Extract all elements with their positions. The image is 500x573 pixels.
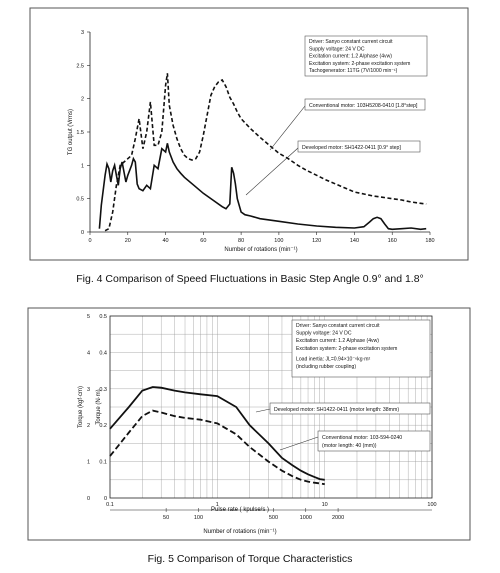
condition-line: Excitation system: 2-phase excitation system	[296, 345, 398, 352]
condition-line: Supply voltage: 24 V DC	[309, 46, 365, 53]
y-tick-label-right: 0	[103, 496, 107, 502]
condition-line: Driver: Sanyo constant current circuit	[296, 323, 380, 329]
y-tick-label-right: 0.3	[99, 386, 107, 393]
y-tick-label: 3	[80, 30, 84, 36]
y-tick-label: 2	[80, 96, 84, 103]
x-axis-label: Pulse rate ( kpulse/s )	[210, 507, 270, 513]
condition-line: (including rubber coupling)	[296, 364, 357, 370]
x-tick-label: 20	[124, 238, 131, 244]
y-axis-label: TG output (Vrms)	[68, 108, 74, 156]
y-tick-label-right: 0.5	[99, 314, 107, 320]
x-tick-label: 180	[425, 238, 435, 244]
y-tick-label: 1	[80, 163, 84, 170]
condition-line: Excitation current: 1.2 A/phase (4vw)	[296, 338, 379, 345]
legend-conventional-motor-line2: (motor length: 40 (mm))	[322, 443, 377, 449]
callout-leader	[246, 148, 298, 195]
y-tick-label: 1.5	[76, 130, 84, 136]
y-tick-label-right: 0.2	[99, 423, 107, 430]
torque-characteristics-chart	[0, 302, 500, 542]
y-tick-label: 0.5	[76, 196, 84, 203]
y-tick-label-left: 0	[86, 496, 90, 502]
x-tick-label: 0	[88, 238, 92, 244]
x-axis-label: Number of rotations (min⁻¹)	[224, 247, 298, 253]
x-tick-label: 100	[427, 502, 437, 508]
x2-tick-label: 100	[193, 515, 204, 521]
x-tick-label: 140	[349, 238, 360, 244]
figure-4-caption: Fig. 4 Comparison of Speed Fluctuations in Basic Step Angle 0.9° and 1.8°	[76, 273, 424, 285]
y-tick-label-left: 3	[86, 386, 90, 393]
condition-line: Driver: Sanyo constant current circuit	[309, 39, 393, 45]
x-tick-label: 80	[238, 238, 245, 244]
y-tick-label-right: 0.1	[99, 459, 107, 466]
developed-motor-line	[99, 143, 426, 229]
x-tick-label: 1	[215, 502, 219, 508]
condition-line: Excitation system: 2-phase excitation system	[309, 60, 411, 67]
x-tick-label: 0.1	[106, 502, 114, 508]
y-axis-label-right: Torque (N·m)	[96, 389, 102, 425]
legend-conventional-motor-line1: Conventional motor: 103-594-0240	[322, 435, 403, 441]
y-tick-label-left: 1	[86, 459, 90, 466]
y-tick-label-left: 4	[86, 350, 90, 357]
legend-conventional-motor: Conventional motor: 103H5208-0410 [1.8°step]	[309, 103, 418, 109]
y-tick-label-left: 2	[86, 423, 90, 430]
condition-line: Supply voltage: 24 V DC	[296, 330, 352, 337]
speed-fluctuation-chart	[0, 0, 500, 262]
condition-line: Excitation current: 1.2 A/phase (4vw)	[309, 53, 392, 60]
y-tick-label: 2.5	[76, 63, 84, 70]
x2-tick-label: 2000	[331, 515, 345, 521]
y-tick-label: 0	[80, 230, 84, 236]
figure-5-caption: Fig. 5 Comparison of Torque Characteristics	[147, 553, 353, 565]
condition-line: Tachogenerator: 11TG (7V/1000 min⁻¹)	[309, 68, 398, 75]
legend-developed-motor: Developed motor: SH1422-0411 (motor length: 38mm)	[274, 407, 400, 413]
condition-line: Load inertia: JL=0.94×10⁻⁶kg·m²	[296, 356, 371, 363]
x-tick-label: 120	[312, 238, 322, 244]
x-tick-label: 60	[200, 238, 207, 244]
x-tick-label: 10	[321, 502, 328, 508]
x-axis-label-rotations: Number of rotations (min⁻¹)	[203, 529, 277, 535]
x2-tick-label: 500	[268, 515, 279, 521]
x2-tick-label: 50	[163, 515, 170, 521]
x-tick-label: 100	[274, 238, 284, 244]
callout-leader	[256, 409, 270, 412]
y-axis-label-left: Torque (kgf·cm)	[78, 385, 84, 429]
x-tick-label: 160	[387, 238, 397, 244]
x-tick-label: 40	[162, 238, 169, 244]
legend-developed-motor: Developed motor: SH1422-0411 [0.9° step]	[302, 145, 401, 151]
y-tick-label-left: 5	[86, 314, 90, 320]
y-tick-label-right: 0.4	[99, 350, 107, 357]
x2-tick-label: 1000	[299, 515, 312, 521]
